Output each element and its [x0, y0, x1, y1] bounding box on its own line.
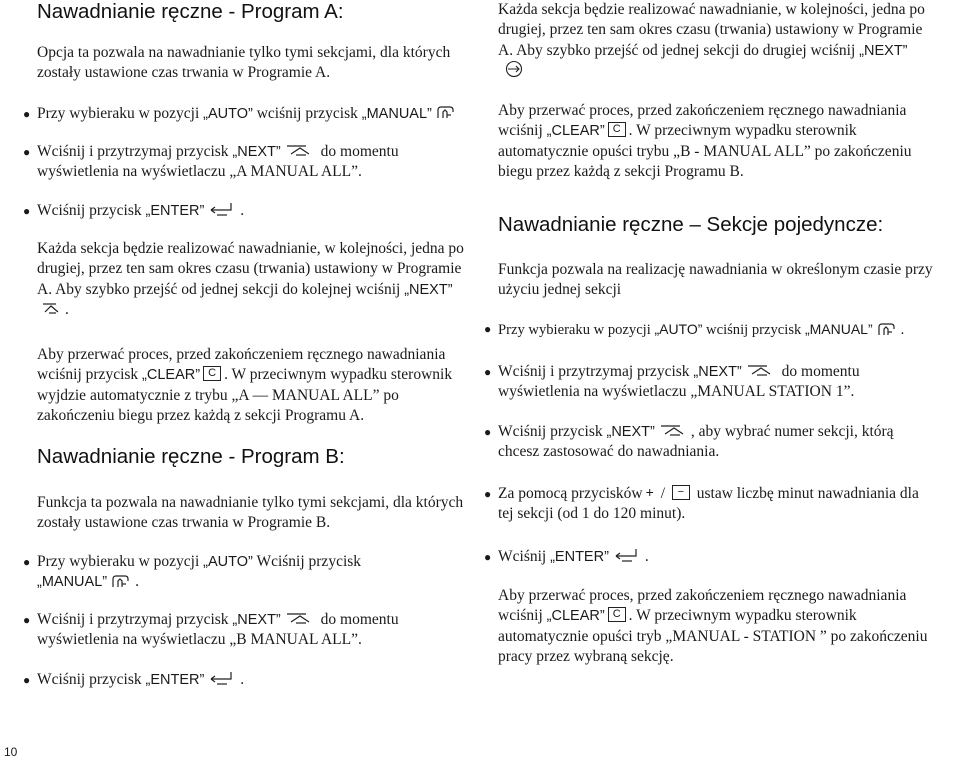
- a-bullet-1: ● Przy wybieraku w pozycji „AUTO” wciśnij przycisk „MANUAL”: [37, 104, 467, 124]
- bullet-dot: ●: [23, 673, 31, 687]
- title-single-sections: Nawadnianie ręczne – Sekcje pojedyncze:: [498, 213, 884, 236]
- a-paragraph-2: Aby przerwać proces, przed zakończeniem ręcznego nawadniania wciśnij przycisk „CLEAR” C . W przeciwnym wypadku sterownik wyjdzie automatycznie z trybu „A — MANUAL ALL” po zakończeniu biegu przez każdą z sekcji Programu A.: [37, 346, 453, 424]
- bullet-dot: ●: [484, 487, 492, 501]
- next-hand-icon: [658, 422, 688, 438]
- bullet-dot: ●: [23, 555, 31, 569]
- clear-key-icon: C: [608, 607, 626, 622]
- manual-hand-icon: [876, 320, 898, 338]
- b-bullet-2: ● Wciśnij i przytrzymaj przycisk „NEXT” do momentu wyświetlenia na wyświetlaczu „B MANUAL ALL”.: [23, 611, 399, 649]
- bullet-dot: ●: [484, 425, 492, 439]
- next-hand-icon: [501, 60, 527, 78]
- next-hand-icon: [284, 142, 314, 158]
- r-paragraph-2: Aby przerwać proces, przed zakończeniem ręcznego nawadniania wciśnij „CLEAR” C . W przeciwnym wypadku sterownik automatycznie opuści trybu „B - MANUAL ALL” po zakończeniu biegu przez każdą z sekcji Programu B.: [498, 102, 912, 180]
- manual-hand-icon: [435, 103, 457, 121]
- c-bullet-3: ● Wciśnij przycisk „NEXT” , aby wybrać numer sekcji, którą chcesz zastosować do nawadniania.: [484, 423, 894, 461]
- enter-hand-icon: [207, 200, 237, 218]
- plus-key-icon: +: [645, 483, 654, 500]
- title-program-a: Nawadnianie ręczne - Program A:: [37, 0, 344, 23]
- minus-key-icon: −: [672, 485, 690, 500]
- c-bullet-2: ● Wciśnij i przytrzymaj przycisk „NEXT” do momentu wyświetlenia na wyświetlaczu „MANUAL STATION 1”.: [484, 363, 860, 401]
- c-bullet-4: ● Za pomocą przycisków + / − ustaw liczbę minut nawadniania dla tej sekcji (od 1 do 120 minut).: [484, 483, 919, 523]
- r-paragraph-1: Każda sekcja będzie realizować nawadnianie, w kolejności, jedna po drugiej, przez ten sam okres czasu (trwania) ustawiony w Programie A. Aby szybko przejść od jednej sekcji do drugiej wciśnij „NEXT”: [498, 0, 938, 81]
- next-hand-icon: [40, 300, 62, 316]
- bullet-dot: ●: [484, 365, 492, 379]
- next-hand-icon: [284, 610, 314, 626]
- bullet-dot: ●: [484, 550, 492, 564]
- bullet-dot: ●: [23, 145, 31, 159]
- b-bullet-3: ● Wciśnij przycisk „ENTER” .: [37, 670, 467, 690]
- a-bullet-2: ● Wciśnij i przytrzymaj przycisk „NEXT” do momentu wyświetlenia na wyświetlaczu „A MANUAL ALL”.: [23, 143, 399, 181]
- bullet-dot: ●: [23, 107, 31, 121]
- manual-hand-icon: [110, 572, 132, 590]
- page-number: 10: [4, 745, 18, 759]
- enter-hand-icon: [207, 669, 237, 687]
- bullet-dot: ●: [484, 322, 492, 336]
- a-paragraph-1: Każda sekcja będzie realizować nawadnianie, w kolejności, jedna po drugiej, przez ten sam okres czasu (trwania) ustawiony w Programie A. Aby szybko przejść od jednej sekcji do kolejnej wciśnij „NEXT” .: [37, 240, 464, 318]
- enter-hand-icon: [612, 546, 642, 564]
- c-bullet-1: ● Przy wybieraku w pozycji „AUTO” wciśnij przycisk „MANUAL” .: [484, 321, 905, 338]
- c-paragraph: Aby przerwać proces, przed zakończeniem ręcznego nawadniania wciśnij „CLEAR” C . W przeciwnym wypadku sterownik automatycznie opuści tryb „MANUAL - STATION ” po zakończeniu pracy przez wybraną sekcję.: [498, 587, 928, 665]
- bullet-dot: ●: [23, 613, 31, 627]
- c-bullet-5: ● Wciśnij „ENTER” .: [498, 547, 938, 567]
- clear-key-icon: C: [608, 122, 626, 137]
- clear-key-icon: C: [203, 366, 221, 381]
- bullet-dot: ●: [23, 204, 31, 218]
- intro-program-b: Funkcja ta pozwala na nawadnianie tylko tymi sekcjami, dla których zostały ustawione czas trwania w Programie B.: [37, 494, 464, 532]
- title-program-b: Nawadnianie ręczne - Program B:: [37, 445, 345, 468]
- a-bullet-3: ● Wciśnij przycisk „ENTER” .: [37, 201, 467, 221]
- intro-program-a: Opcja ta pozwala na nawadnianie tylko tymi sekcjami, dla których zostały ustawione czas trwania w Programie A.: [37, 44, 451, 82]
- next-hand-icon: [745, 362, 775, 378]
- b-bullet-1: ● Przy wybieraku w pozycji „AUTO” Wciśnij przycisk „MANUAL” .: [23, 553, 362, 591]
- intro-single-sections: Funkcja pozwala na realizację nawadniania w określonym czasie przy użyciu jednej sekcji: [498, 261, 933, 299]
